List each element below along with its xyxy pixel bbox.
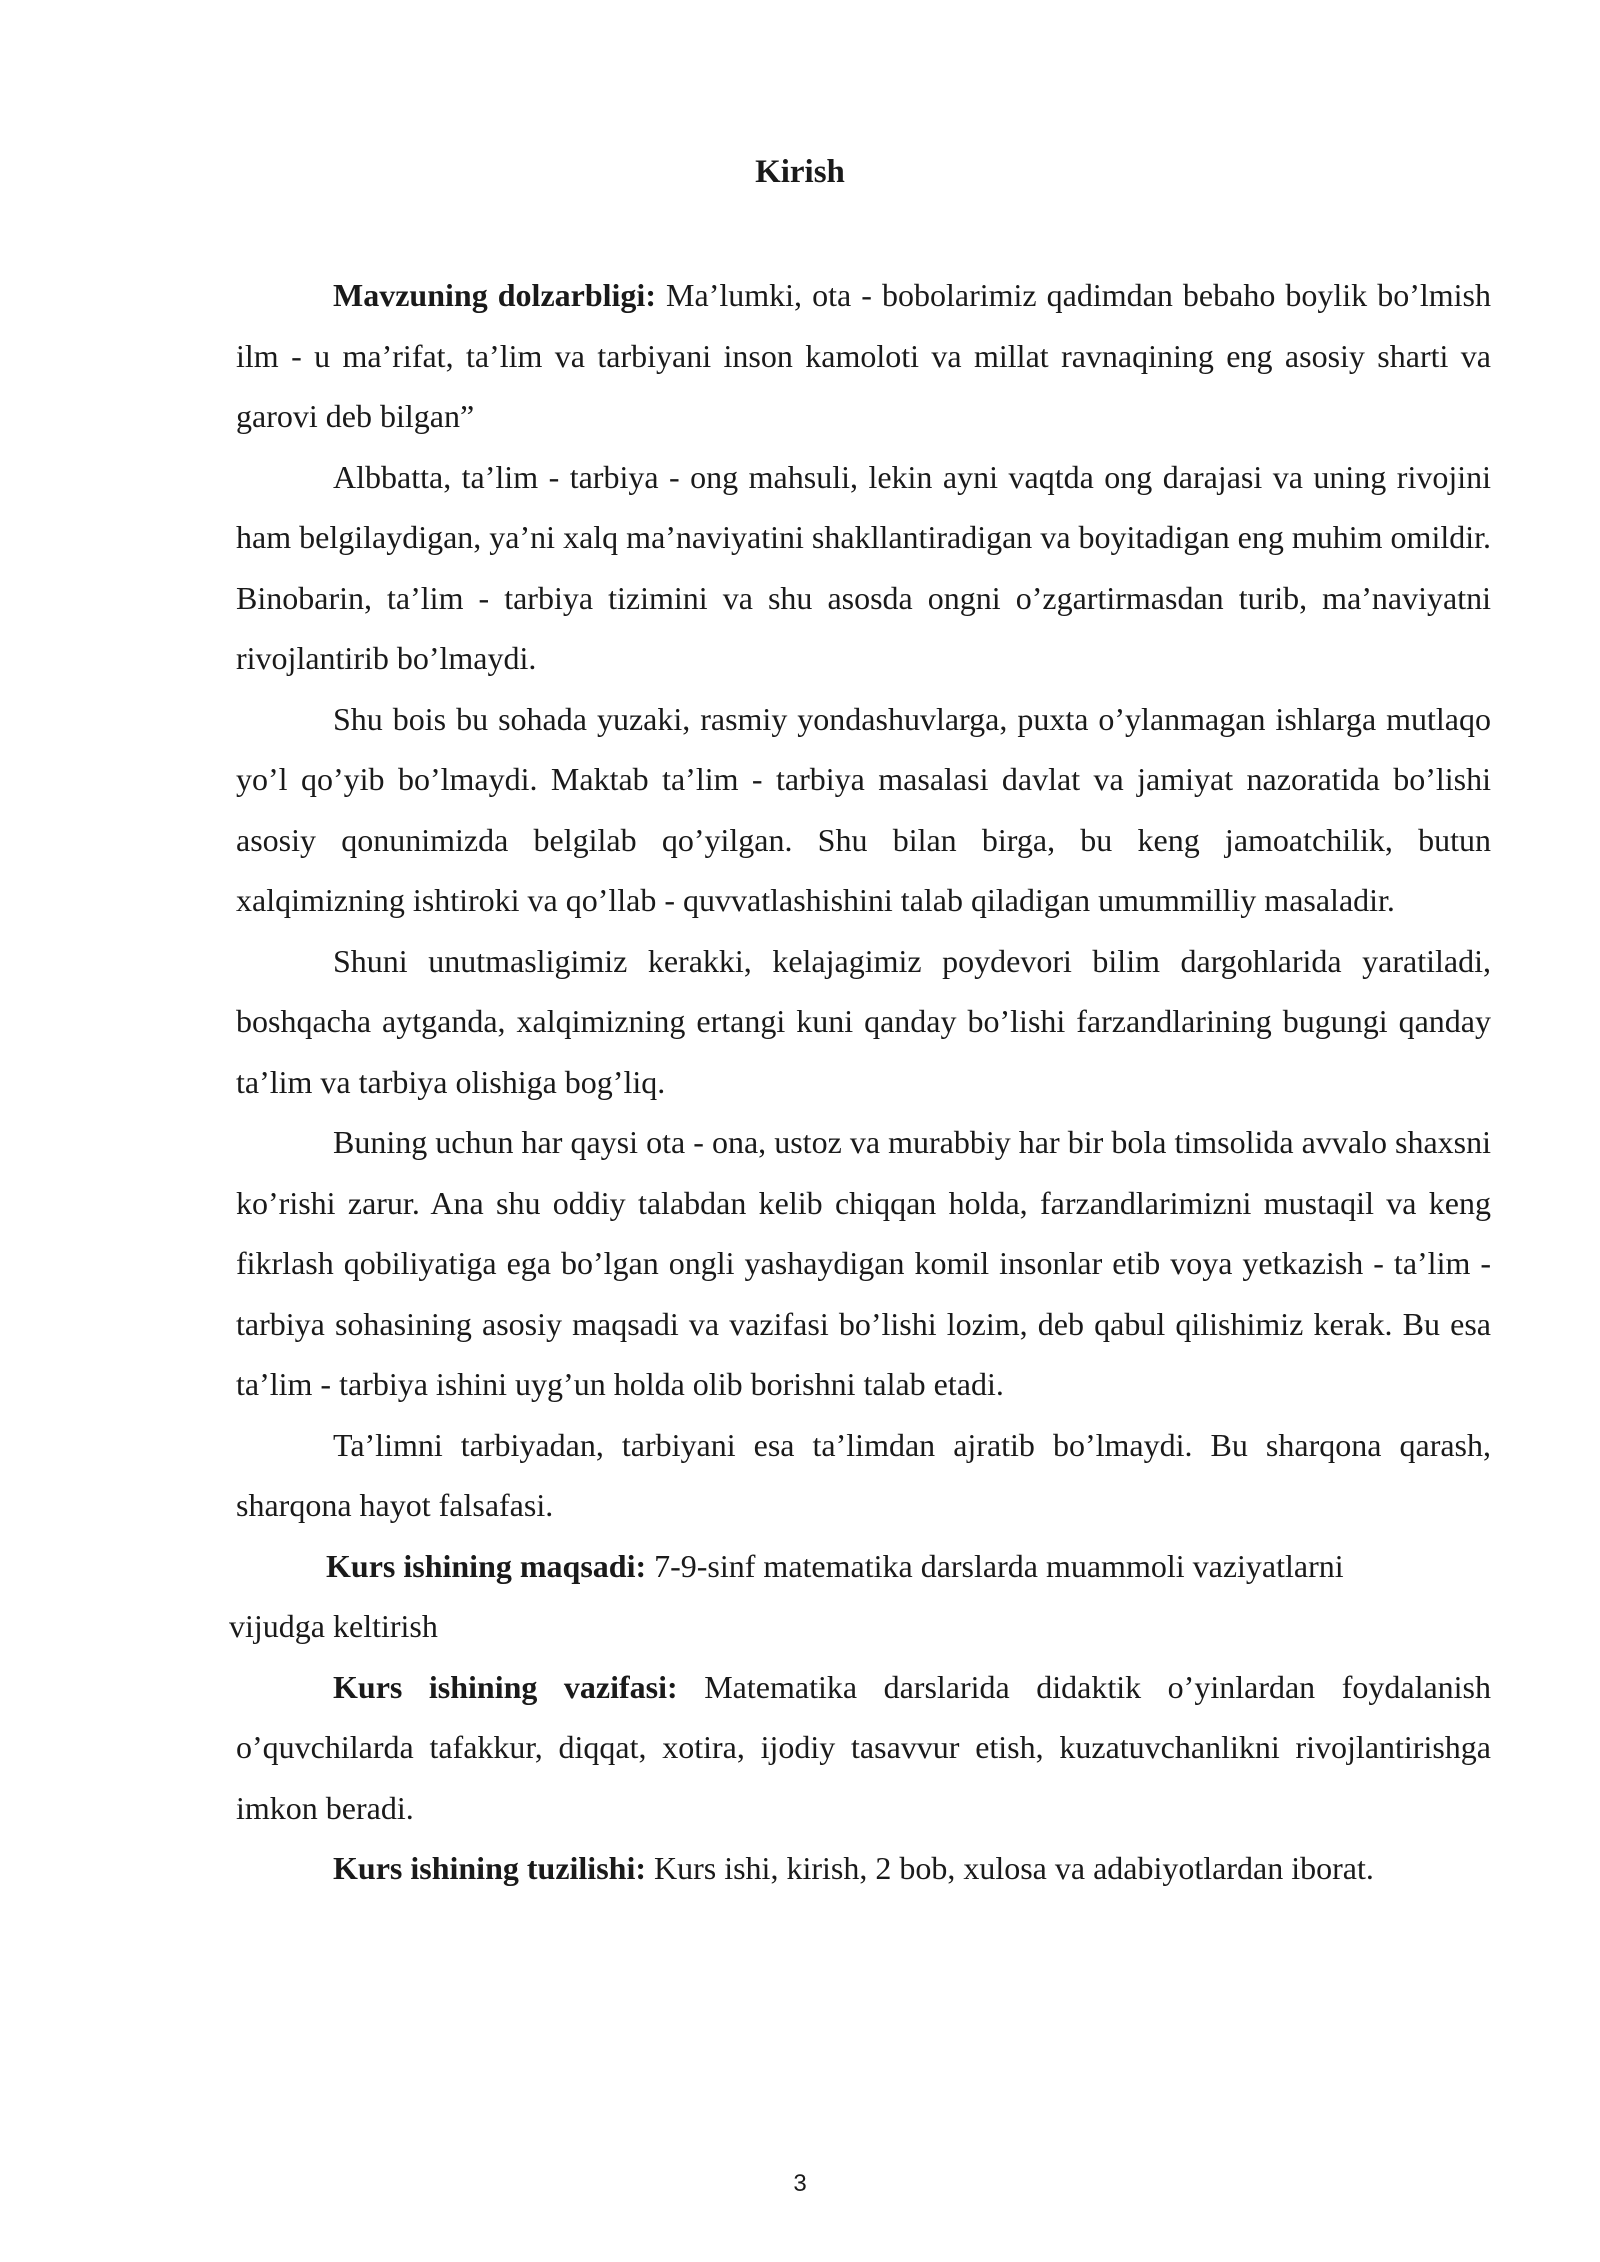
page-title: Kirish — [755, 154, 845, 190]
structure-text: Kurs ishi, kirish, 2 bob, xulosa va adabiyotlardan iborat. — [645, 1850, 1374, 1886]
paragraph-goal — [229, 1536, 1441, 1657]
paragraph-structure — [236, 1838, 1491, 1899]
paragraph-relevance — [236, 265, 1491, 447]
paragraph-6: Ta’limni tarbiyadan, tarbiyani esa ta’limdan ajratib bo’lmaydi. Bu sharqona qarash, sharqona hayot falsafasi. — [236, 1426, 1491, 1523]
goal-text: 7-9-sinf matematika darslarda muammoli vaziyatlarni vijudga keltirish — [229, 1547, 1344, 1644]
paragraph-2: Albbatta, ta’lim - tarbiya - ong mahsuli, lekin ayni vaqtda ong darajasi va uning rivojini ham belgilaydigan, ya’ni xalq ma’naviyatini shakllantiradigan va boyitadigan eng muhim omildir. Binobarin, ta’lim - tarbiya tizimini va shu asosda ongni o’zgartirmasdan turib, ma’naviyatni rivojlantirib bo’lmaydi. — [236, 458, 1491, 676]
paragraph-task — [236, 1657, 1491, 1839]
goal-label: Kurs ishining maqsadi: — [326, 1547, 647, 1584]
task-label: Kurs ishining vazifasi: — [333, 1668, 678, 1705]
paragraph-3: Shu bois bu sohada yuzaki, rasmiy yondashuvlarga, puxta o’ylanmagan ishlarga mutlaqo yo’l qo’yib bo’lmaydi. Maktab ta’lim - tarbiya masalasi davlat va jamiyat nazoratida bo’lishi asosiy qonunimizda belgilab qo’yilgan. Shu bilan birga, bu keng jamoatchilik, butun xalqimizning ishtiroki va qo’llab - quvvatlashishini talab qiladigan umummilliy masaladir. — [236, 700, 1491, 918]
relevance-label: Mavzuning dolzarbligi: — [333, 277, 656, 313]
paragraph-4: Shuni unutmasligimiz kerakki, kelajagimiz poydevori bilim dargohlarida yaratiladi, boshqacha aytganda, xalqimizning ertangi kuni qanday bo’lishi farzandlarining bugungi qanday ta’lim va tarbiya olishiga bog’liq. — [236, 942, 1491, 1100]
document-body — [229, 265, 1492, 1899]
structure-label: Kurs ishining tuzilishi: — [333, 1850, 646, 1886]
relevance-text: Ma’lumki, ota - bobolarimiz qadimdan bebaho boylik bo’lmish ilm - u ma’rifat, ta’lim va tarbiyani inson kamoloti va millat ravnaqining eng asosiy sharti va garovi deb bilgan” — [236, 277, 1492, 434]
paragraph-5: Buning uchun har qaysi ota - ona, ustoz va murabbiy har bir bola timsolida avvalo shaxsni ko’rishi zarur. Ana shu oddiy talabdan kelib chiqqan holda, farzandlarimizni mustaqil va keng fikrlash qobiliyatiga ega bo’lgan ongli yashaydigan komil insonlar etib voya yetkazish - ta’lim - tarbiya sohasining asosiy maqsadi va vazifasi bo’lishi lozim, deb qabul qilishimiz kerak. Bu esa ta’lim - tarbiya ishini uyg’un holda olib borishni talab etadi. — [236, 1124, 1491, 1402]
page-number: 3 — [793, 2170, 807, 2197]
task-text: Matematika darslarida didaktik o’yinlardan foydalanish o’quvchilarda tafakkur, diqqat, xotira, ijodiy tasavvur etish, kuzatuvchanlikni rivojlantirishga imkon beradi. — [236, 1668, 1492, 1826]
